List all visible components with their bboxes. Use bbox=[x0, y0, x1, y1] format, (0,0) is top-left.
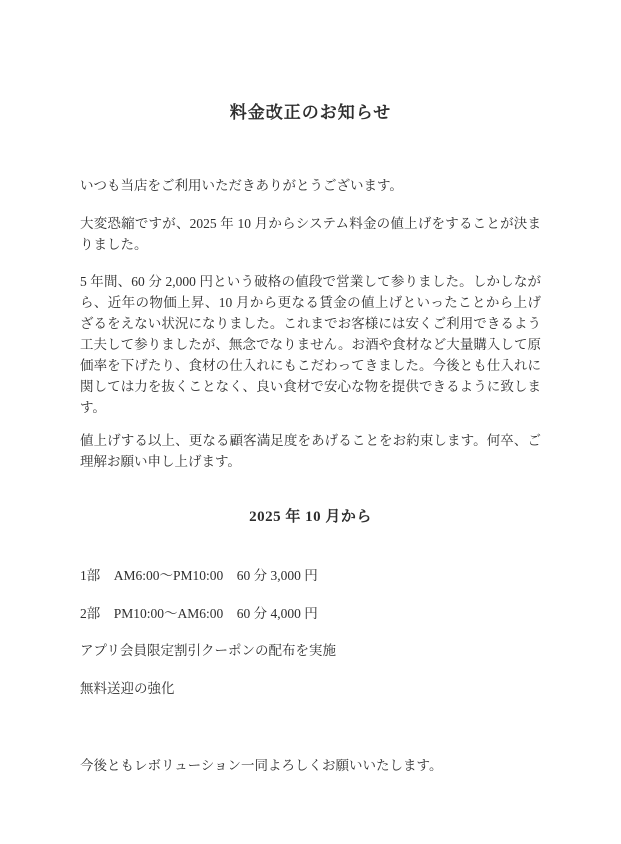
paragraph-greeting: いつも当店をご利用いただきありがとうございます。 bbox=[80, 178, 403, 193]
section-heading-effective-date: 2025 年 10 月から bbox=[249, 509, 372, 525]
price-line-session1: 1部 AM6:00～PM10:00 60 分 3,000 円 bbox=[80, 568, 318, 583]
paragraph-background-explanation: 5 年間、60 分 2,000 円という破格の値段で営業して参りました。しかしながら、近年の物価上昇、10 月から更なる賃金の値上げといったことから上げざるをえない状況になりました。これまでお客様には安くご利用できるよう工夫して参りましたが、無念でなりません。お酒や食材など大量購入して原価率を下げたり、食材の仕入れにもこだわってきました。今後とも仕入れに関しては力を抜くことなく、良い食材で安心な物を提供できるように致します。 bbox=[80, 274, 541, 415]
document-title: 料金改正のお知らせ bbox=[229, 103, 392, 122]
paragraph-customer-promise: 値上げする以上、更なる顧客満足度をあげることをお約束します。何卒、ご理解お願い申し上げます。 bbox=[80, 433, 541, 469]
benefit-line-coupon: アプリ会員限定割引クーポンの配布を実施 bbox=[80, 643, 336, 658]
closing-line: 今後ともレボリューション一同よろしくお願いいたします。 bbox=[80, 757, 443, 773]
benefit-line-shuttle: 無料送迎の強化 bbox=[80, 680, 175, 696]
paragraph-price-announcement: 大変恐縮ですが、2025 年 10 月からシステム料金の値上げをすることが決まりました。 bbox=[80, 215, 541, 252]
price-line-session2: 2部 PM10:00～AM6:00 60 分 4,000 円 bbox=[80, 605, 318, 621]
